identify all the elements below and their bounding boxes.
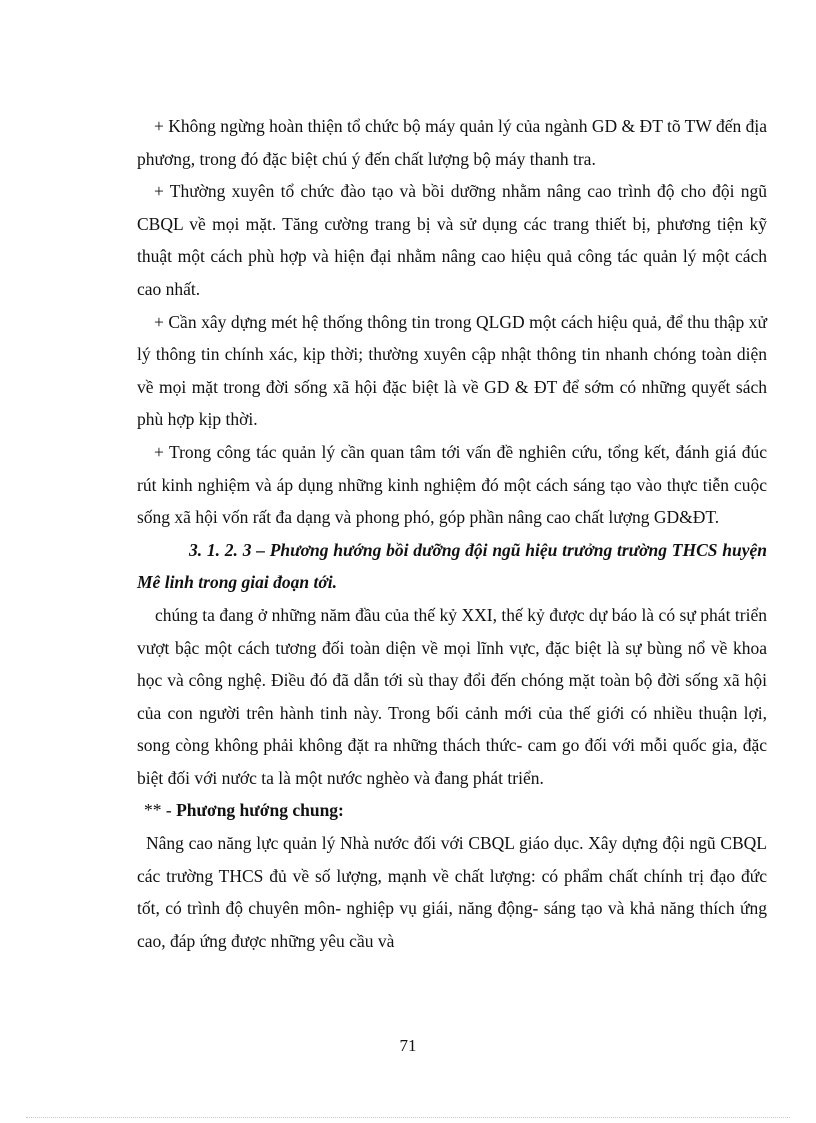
- paragraph-bullet-4: + Trong công tác quản lý cần quan tâm tới vấn đề nghiên cứu, tổng kết, đánh giá đúc rút kinh nghiệm và áp dụng những kinh nghiệm đó một cách sáng tạo vào thực tiễn cuộc sống xã hội vốn rất đa dạng và phong phó, góp phần nâng cao chất lượng GD&ĐT.: [137, 441, 767, 528]
- document-body: [137, 110, 767, 957]
- paragraph-bullet-2: + Thường xuyên tổ chức đào tạo và bồi dưỡng nhằm nâng cao trình độ cho đội ngũ CBQL về mọi mặt. Tăng cường trang bị và sử dụng các trang thiết bị, phương tiện kỹ thuật một cách phù hợp và hiện đại nhằm nâng cao hiệu quả công tác quản lý một cách cao nhất.: [137, 181, 767, 299]
- paragraph-general-direction: Nâng cao năng lực quản lý Nhà nước đối với CBQL giáo dục. Xây dựng đội ngũ CBQL các trường THCS đủ về số lượng, mạnh về chất lượng: có phẩm chất chính trị đạo đức tốt, có trình độ chuyên môn- nghiệp vụ giái, năng động- sáng tạo và khả năng thích ứng cao, đáp ứng được những yêu cầu và: [137, 833, 767, 951]
- paragraph-bullet-3: + Cần xây dựng mét hệ thống thông tin trong QLGD một cách hiệu quả, để thu thập xử lý thông tin chính xác, kịp thời; thường xuyên cập nhật thông tin nhanh chóng toàn diện về mọi mặt trong đời sống xã hội đặc biệt là về GD & ĐT để sớm có những quyết sách phù hợp kịp thời.: [137, 311, 767, 430]
- section-heading: 3. 1. 2. 3 – Phương hướng bồi dưỡng đội ngũ hiệu trưởng trường THCS huyện Mê linh trong giai đoạn tới.: [137, 539, 767, 593]
- page-number: 71: [399, 1036, 417, 1055]
- footer-divider: [26, 1117, 790, 1118]
- subheading-title: Phương hướng chung:: [176, 800, 344, 821]
- paragraph-bullet-1: + Không ngừng hoàn thiện tổ chức bộ máy quản lý của ngành GD & ĐT tõ TW đến địa phương, trong đó đặc biệt chú ý đến chất lượng bộ máy thanh tra.: [137, 116, 767, 169]
- subheading-general-direction: [137, 794, 767, 827]
- paragraph-context: chúng ta đang ở những năm đầu của thế kỷ XXI, thế kỷ được dự báo là có sự phát triển vượt bậc một cách tương đối toàn diện về mọi lĩnh vực, đặc biệt là sự bùng nổ về khoa học và công nghệ. Điều đó đã dẫn tới sù thay đổi đến chóng mặt toàn bộ đời sống xã hội của con người trên hành tinh này. Trong bối cảnh mới của thế giới có nhiều thuận lợi, song còng không phải không đặt ra những thách thức- cam go đối với mỗi quốc gia, đặc biệt đối với nước ta là một nước nghèo và đang phát triển.: [137, 604, 767, 788]
- subheading-prefix: ** -: [144, 800, 177, 821]
